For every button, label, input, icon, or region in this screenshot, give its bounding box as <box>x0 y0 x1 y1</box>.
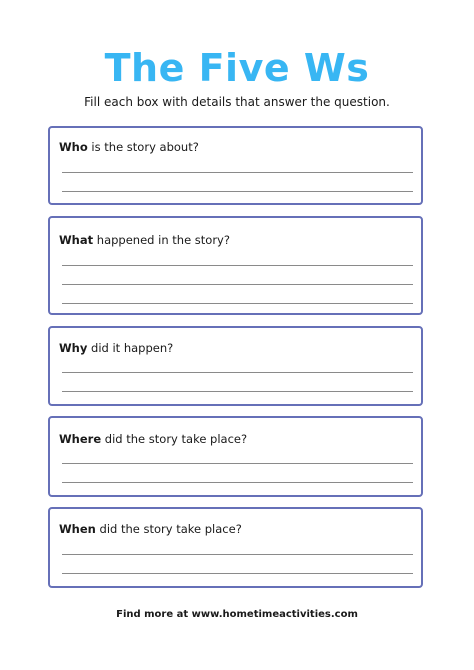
question-text: is the story about? <box>87 140 199 154</box>
question-box-where <box>48 416 423 497</box>
question-keyword: What <box>59 233 94 247</box>
question-box-when <box>48 507 423 588</box>
writing-line[interactable] <box>62 554 413 555</box>
question-text: did the story take place? <box>95 522 242 536</box>
writing-line[interactable] <box>62 303 413 304</box>
question-box-what <box>48 216 423 315</box>
worksheet-title: The Five Ws <box>104 46 370 90</box>
question-who <box>59 139 199 155</box>
question-why <box>59 340 173 356</box>
writing-line[interactable] <box>62 391 413 392</box>
writing-line[interactable] <box>62 463 413 464</box>
question-keyword: Where <box>59 432 102 446</box>
writing-line[interactable] <box>62 265 413 266</box>
question-text: happened in the story? <box>93 233 230 247</box>
worksheet-instructions: Fill each box with details that answer the question. <box>84 95 390 109</box>
footer-link[interactable]: Find more at www.hometimeactivities.com <box>116 609 358 620</box>
question-box-why <box>48 326 423 406</box>
writing-line[interactable] <box>62 172 413 173</box>
question-keyword: Why <box>59 341 88 355</box>
writing-line[interactable] <box>62 284 413 285</box>
writing-line[interactable] <box>62 372 413 373</box>
question-keyword: Who <box>59 140 88 154</box>
question-box-who <box>48 126 423 205</box>
question-text: did the story take place? <box>101 432 248 446</box>
question-what <box>59 232 230 248</box>
writing-line[interactable] <box>62 482 413 483</box>
question-text: did it happen? <box>87 341 174 355</box>
writing-line[interactable] <box>62 191 413 192</box>
question-where <box>59 431 247 447</box>
question-keyword: When <box>59 522 96 536</box>
question-when <box>59 521 242 537</box>
writing-line[interactable] <box>62 573 413 574</box>
